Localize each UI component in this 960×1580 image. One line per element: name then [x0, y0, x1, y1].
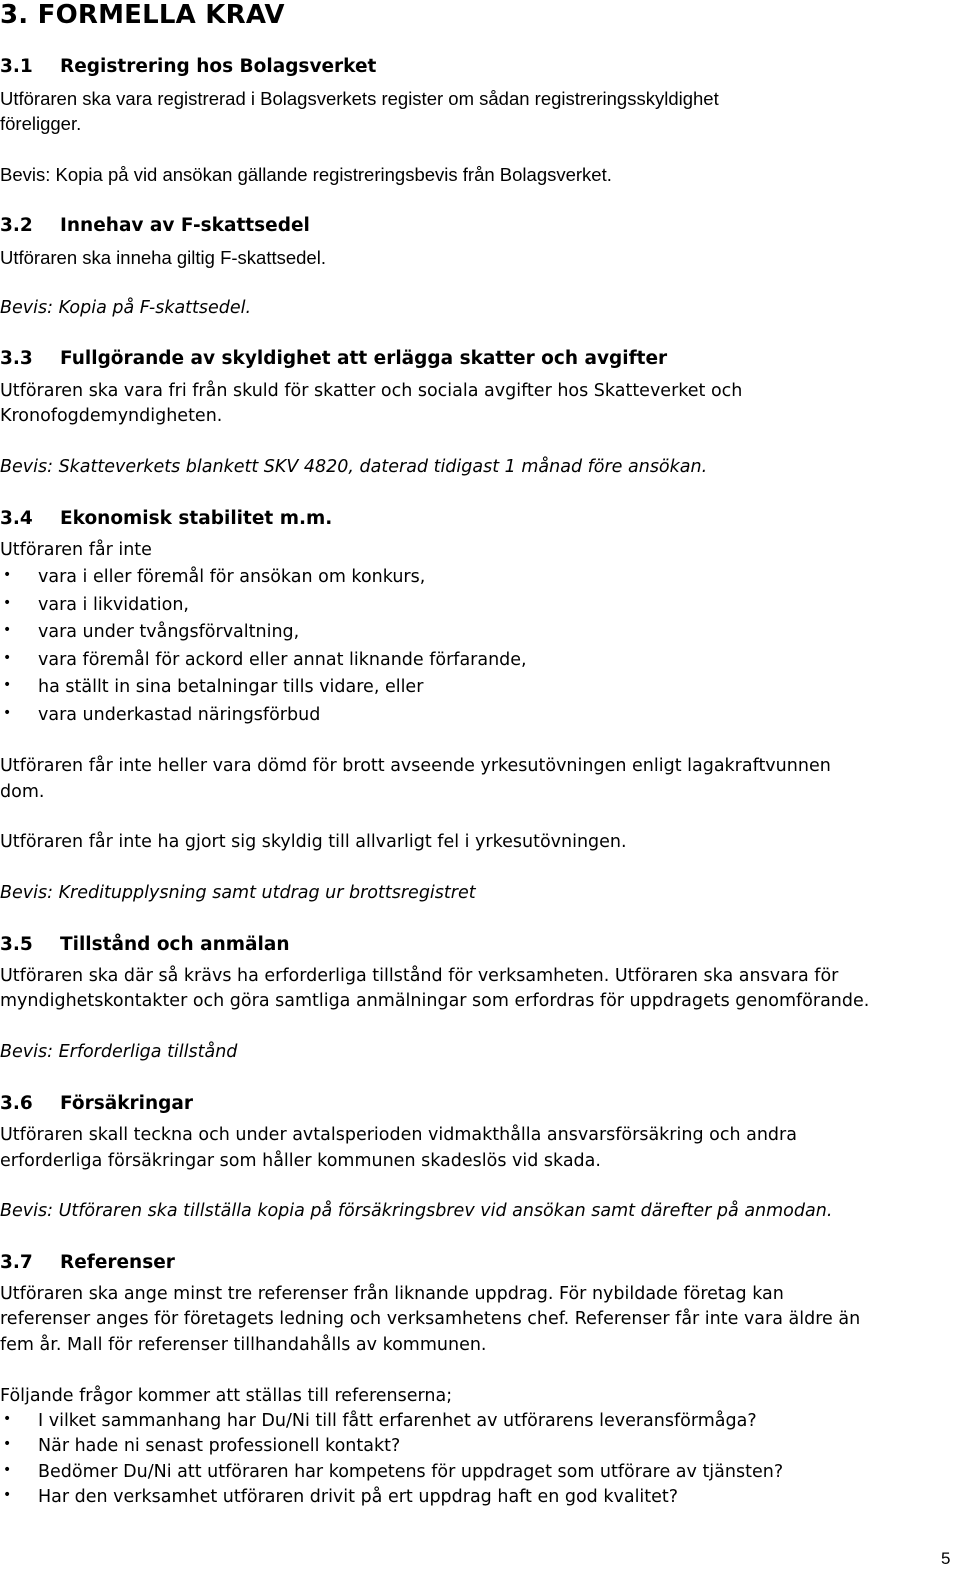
list-item: • Bedömer Du/Ni att utföraren har kompetens för uppdraget som utförare av tjänsten?: [3, 1462, 784, 1482]
list-item: • ha ställt in sina betalningar tills vidare, eller: [3, 677, 424, 697]
bullet-icon: •: [3, 705, 12, 721]
paragraph-line: Utföraren får inte ha gjort sig skyldig till allvarligt fel i yrkesutövningen.: [0, 832, 627, 852]
section-number: 3.3: [0, 348, 33, 369]
section-number: 3.1: [0, 56, 33, 77]
paragraph-line: Följande frågor kommer att ställas till referenserna;: [0, 1386, 453, 1406]
bullet-icon: •: [3, 677, 12, 693]
paragraph-line: myndighetskontakter och göra samtliga anmälningar som erfordras för uppdragets genomförande.: [0, 991, 870, 1011]
section-title: Försäkringar: [60, 1093, 194, 1114]
page-number: 5: [941, 1549, 951, 1568]
list-item: • vara föremål för ackord eller annat liknande förfarande,: [3, 650, 527, 670]
paragraph-line: Utföraren får inte: [0, 540, 152, 560]
section-heading-3-6: [0, 1093, 193, 1114]
section-heading-3-1: [0, 56, 376, 77]
section-number: 3.7: [0, 1252, 33, 1273]
section-title: Innehav av F-skattsedel: [60, 215, 310, 236]
evidence-line: Bevis: Kopia på vid ansökan gällande registreringsbevis från Bolagsverket.: [0, 164, 612, 185]
evidence-line: Bevis: Skatteverkets blankett SKV 4820, daterad tidigast 1 månad före ansökan.: [0, 457, 708, 477]
list-item: • I vilket sammanhang har Du/Ni till fått erfarenhet av utförarens leveransförmåga?: [3, 1411, 757, 1431]
section-title: Referenser: [60, 1252, 175, 1273]
paragraph-line: referenser anges för företagets ledning och verksamhetens chef. Referenser får inte vara äldre än: [0, 1309, 861, 1329]
section-heading-3-4: [0, 508, 332, 529]
paragraph-line: Utföraren skall teckna och under avtalsperioden vidmakthålla ansvarsförsäkring och andra: [0, 1125, 797, 1145]
list-item: • vara under tvångsförvaltning,: [3, 622, 300, 642]
list-item: • vara i likvidation,: [3, 595, 189, 615]
paragraph-line: erforderliga försäkringar som håller kommunen skadeslös vid skada.: [0, 1151, 601, 1171]
section-title: Tillstånd och anmälan: [60, 934, 290, 955]
section-heading-3-2: [0, 215, 310, 236]
evidence-line: Bevis: Kopia på F-skattsedel.: [0, 298, 252, 318]
bullet-icon: •: [3, 1411, 12, 1427]
list-item: • När hade ni senast professionell kontakt?: [3, 1436, 401, 1456]
paragraph-line: Utföraren ska där så krävs ha erforderliga tillstånd för verksamheten. Utföraren ska ansvara för: [0, 966, 839, 986]
evidence-line: Bevis: Utföraren ska tillställa kopia på försäkringsbrev vid ansökan samt därefter på anmodan.: [0, 1201, 833, 1221]
list-item: • vara i eller föremål för ansökan om konkurs,: [3, 567, 426, 587]
bullet-icon: •: [3, 1487, 12, 1503]
paragraph-line: Utföraren ska vara fri från skuld för skatter och sociala avgifter hos Skatteverket och: [0, 381, 743, 401]
section-heading-3-7: [0, 1252, 175, 1273]
bullet-icon: •: [3, 595, 12, 611]
list-item: • Har den verksamhet utföraren drivit på ert uppdrag haft en god kvalitet?: [3, 1487, 679, 1507]
section-heading-3-3: [0, 348, 667, 369]
section-number: 3.4: [0, 508, 33, 529]
section-title: Fullgörande av skyldighet att erlägga skatter och avgifter: [60, 348, 668, 369]
section-number: 3.2: [0, 215, 33, 236]
evidence-line: Bevis: Erforderliga tillstånd: [0, 1042, 238, 1062]
paragraph-line: föreligger.: [0, 113, 82, 134]
bullet-icon: •: [3, 1462, 12, 1478]
page-title: 3. FORMELLA KRAV: [0, 0, 285, 30]
section-title: Ekonomisk stabilitet m.m.: [60, 508, 333, 529]
section-number: 3.5: [0, 934, 33, 955]
section-heading-3-5: [0, 934, 290, 955]
bullet-icon: •: [3, 567, 12, 583]
paragraph-line: Utföraren ska inneha giltig F-skattsedel.: [0, 247, 326, 268]
paragraph-line: Utföraren ska vara registrerad i Bolagsverkets register om sådan registreringsskyldighet: [0, 88, 719, 109]
section-title: Registrering hos Bolagsverket: [60, 56, 377, 77]
paragraph-line: Utföraren får inte heller vara dömd för brott avseende yrkesutövningen enligt lagakraftvunnen: [0, 756, 831, 776]
list-item: • vara underkastad näringsförbud: [3, 705, 321, 725]
bullet-icon: •: [3, 1436, 12, 1452]
paragraph-line: Utföraren ska ange minst tre referenser från liknande uppdrag. För nybildade företag kan: [0, 1284, 784, 1304]
paragraph-line: fem år. Mall för referenser tillhandahålls av kommunen.: [0, 1335, 487, 1355]
paragraph-line: dom.: [0, 782, 45, 802]
evidence-line: Bevis: Kreditupplysning samt utdrag ur brottsregistret: [0, 883, 476, 903]
bullet-icon: •: [3, 650, 12, 666]
section-number: 3.6: [0, 1093, 33, 1114]
paragraph-line: Kronofogdemyndigheten.: [0, 406, 223, 426]
bullet-icon: •: [3, 622, 12, 638]
